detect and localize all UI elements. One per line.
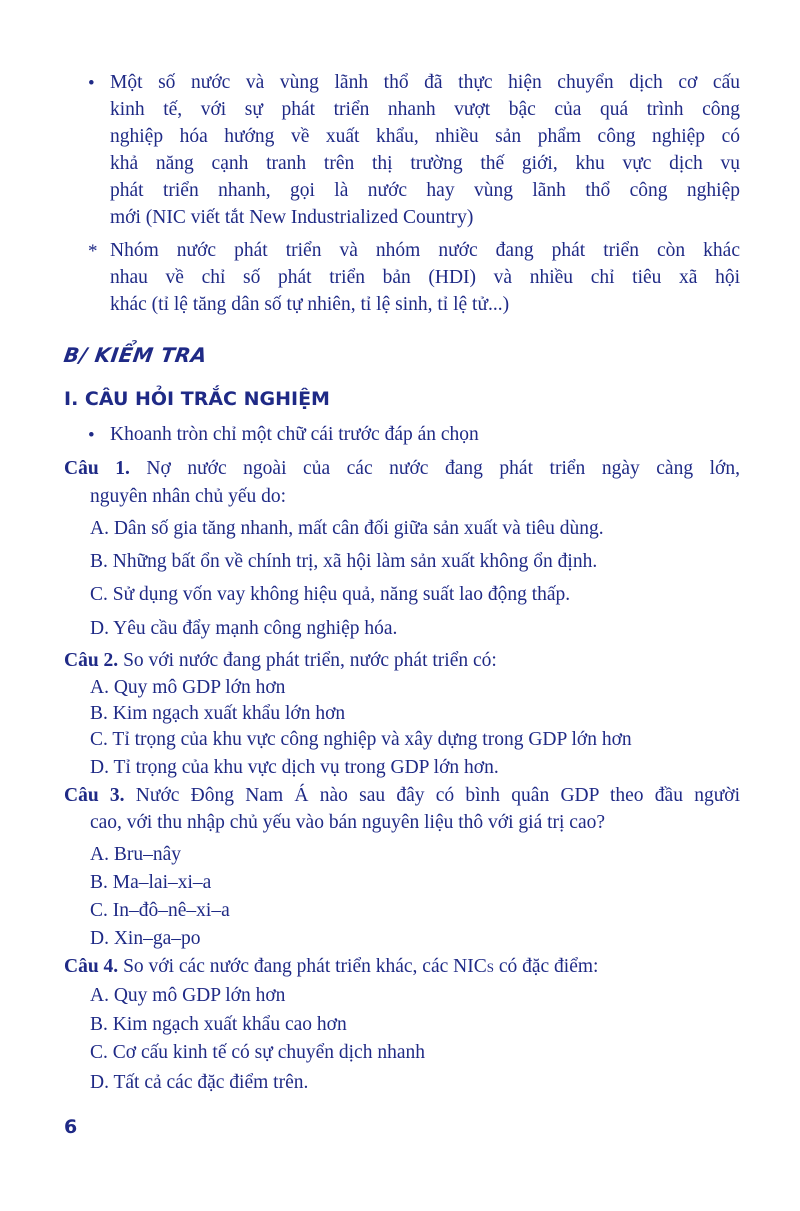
question-3-option-a: A. Bru–nây (90, 844, 181, 865)
hdi-line: Nhóm nước phát triển và nhóm nước đang phát triển còn khác (110, 240, 740, 261)
question-4-option-d: D. Tất cả các đặc điểm trên. (90, 1072, 309, 1093)
nic-line: kinh tế, với sự phát triển nhanh vượt bậc của quá trình công (110, 99, 740, 120)
question-1-option-c: C. Sử dụng vốn vay không hiệu quả, năng suất lao động thấp. (90, 584, 571, 605)
question-4-subscript: S (486, 960, 494, 975)
question-4-option-b: B. Kim ngạch xuất khẩu cao hơn (90, 1014, 347, 1035)
question-1-line (64, 456, 740, 482)
question-1-option-b: B. Những bất ổn về chính trị, xã hội làm sản xuất không ổn định. (90, 551, 598, 572)
question-3-option-d: D. Xin–ga–po (90, 928, 201, 949)
section-heading-b: B/ KIỂM TRA (62, 343, 209, 367)
question-2-text: So với nước đang phát triển, nước phát triển có: (123, 650, 497, 671)
question-2-label: Câu 2. (64, 650, 119, 671)
nic-line: mới (NIC viết tắt New Industrialized Country) (110, 207, 474, 228)
question-1-label: Câu 1. (64, 458, 130, 479)
question-3-line (64, 783, 740, 809)
nic-line: phát triển nhanh, gọi là nước hay vùng lãnh thổ công nghiệp (110, 180, 740, 201)
question-3-label: Câu 3. (64, 785, 125, 806)
bullet-dot: • (88, 425, 95, 446)
asterisk-marker: * (88, 241, 98, 262)
question-2-option-d: D. Tỉ trọng của khu vực dịch vụ trong GDP lớn hơn. (90, 757, 499, 778)
question-1-text: Nợ nước ngoài của các nước đang phát triển ngày càng lớn, (146, 458, 740, 479)
question-4-label: Câu 4. (64, 956, 119, 977)
question-4-option-a: A. Quy mô GDP lớn hơn (90, 985, 286, 1006)
question-3-option-b: B. Ma–lai–xi–a (90, 872, 212, 893)
nic-line: khả năng cạnh tranh trên thị trường thế giới, khu vực dịch vụ (110, 153, 740, 174)
hdi-line: khác (tỉ lệ tăng dân số tự nhiên, tỉ lệ sinh, tỉ lệ tử...) (110, 294, 510, 315)
hdi-line: nhau về chỉ số phát triển bản (HDI) và nhiều chỉ tiêu xã hội (110, 267, 740, 288)
page-number: 6 (64, 1116, 78, 1138)
question-3-text: Nước Đông Nam Á nào sau đây có bình quân GDP theo đầu người (135, 785, 740, 806)
question-4-line (64, 954, 598, 981)
question-3-line: cao, với thu nhập chủ yếu vào bán nguyên liệu thô với giá trị cao? (90, 812, 606, 833)
question-1-option-d: D. Yêu cầu đẩy mạnh công nghiệp hóa. (90, 618, 398, 639)
nic-line: nghiệp hóa hướng về xuất khẩu, nhiều sản phẩm công nghiệp có (110, 126, 740, 147)
instruction-text: Khoanh tròn chỉ một chữ cái trước đáp án chọn (110, 424, 479, 445)
section-heading-i: I. CÂU HỎI TRẮC NGHIỆM (64, 388, 330, 410)
question-2-option-c: C. Tỉ trọng của khu vực công nghiệp và xây dựng trong GDP lớn hơn (90, 729, 632, 750)
question-4-text-end: có đặc điểm: (493, 956, 599, 977)
question-4-text: So với các nước đang phát triển khác, các NIC (123, 956, 487, 977)
question-2-option-b: B. Kim ngạch xuất khẩu lớn hơn (90, 703, 346, 724)
question-2-option-a: A. Quy mô GDP lớn hơn (90, 677, 286, 698)
question-1-line: nguyên nhân chủ yếu do: (90, 486, 287, 507)
nic-line: Một số nước và vùng lãnh thổ đã thực hiện chuyển dịch cơ cấu (110, 72, 740, 93)
question-3-option-c: C. In–đô–nê–xi–a (90, 900, 230, 921)
question-1-option-a: A. Dân số gia tăng nhanh, mất cân đối giữa sản xuất và tiêu dùng. (90, 518, 604, 539)
bullet-dot: • (88, 73, 95, 94)
question-2-line (64, 648, 497, 674)
question-4-option-c: C. Cơ cấu kinh tế có sự chuyển dịch nhanh (90, 1042, 425, 1063)
